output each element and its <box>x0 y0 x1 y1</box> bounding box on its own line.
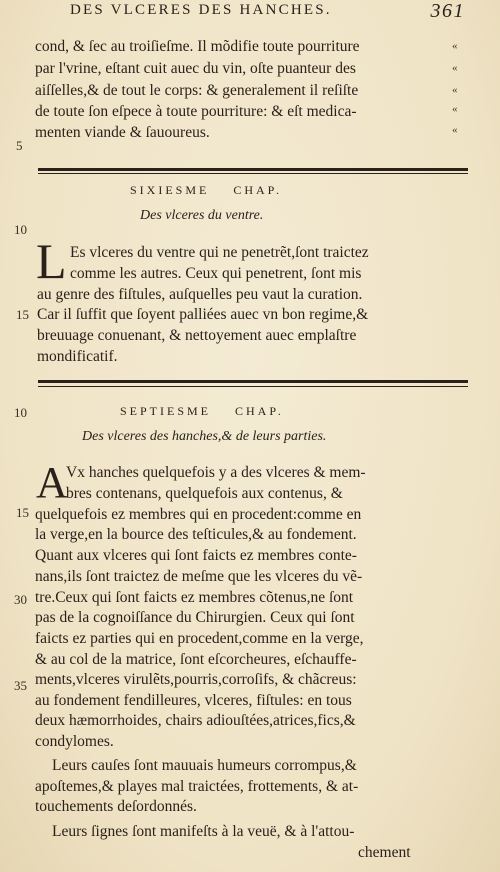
quote-mark: « <box>452 62 458 74</box>
quote-mark: « <box>452 40 458 52</box>
catchword: chement <box>358 844 411 861</box>
text-line: tre.Ceux qui ſont faicts ez membres cõtenus,ne ſont <box>35 589 354 606</box>
chapter-subtitle: Des vlceres des hanches,& de leurs parties. <box>82 429 327 444</box>
chapter-title-word: CHAP. <box>235 404 284 418</box>
text-line: touchements deſordonnés. <box>35 798 197 815</box>
quote-mark: « <box>452 124 458 136</box>
text-line: condylomes. <box>35 733 114 750</box>
text-line: Vx hanches quelquefois y a des vlceres & mem- <box>66 464 366 481</box>
text-line: nans,ils ſont traictez de meſme que les vlceres du vẽ- <box>35 568 363 585</box>
text-line: la verge,en la bource des teſticules,& au fondement. <box>35 526 357 543</box>
margin-line-number: 35 <box>14 678 27 693</box>
margin-line-number: 10 <box>14 405 27 420</box>
text-line: cond, & ſec au troiſieſme. Il mõdifie toute pourriture <box>35 38 360 55</box>
text-line: apoſtemes,& playes mal traictées, frottements, & at- <box>35 778 359 795</box>
margin-line-number: 15 <box>16 307 29 322</box>
text-line: quelquefois ez membres qui en procedent:comme en <box>35 506 362 523</box>
margin-line-number: 30 <box>14 592 27 607</box>
chapter-title-word: SEPTIESME <box>120 404 212 418</box>
section-rule-thin <box>38 173 468 174</box>
text-line: Leurs ſignes ſont manifeſts à la veuë, & à l'attou- <box>52 823 355 840</box>
text-line: Es vlceres du ventre qui ne penetrẽt,ſont traictez <box>70 244 369 261</box>
text-line: Quant aux vlceres qui ſont faicts ez membres conte- <box>35 547 357 564</box>
quote-mark: « <box>452 103 458 115</box>
text-line: breuuage conuenant, & nettoyement auec emplaſtre <box>37 327 357 344</box>
text-line: faicts ez parties qui en procedent,comme en la verge, <box>35 630 364 647</box>
text-line: bres contenans, quelquefois aux contenus, & <box>66 485 343 502</box>
chapter-title <box>120 404 284 419</box>
text-line: menten viande & ſauoureus. <box>35 124 210 141</box>
drop-cap: L <box>36 233 67 289</box>
margin-line-number: 5 <box>16 138 23 153</box>
text-line: au fondement fendilleures, vlceres, fiſtules: en tous <box>35 692 352 709</box>
running-title: DES VLCERES DES HANCHES. <box>70 2 332 18</box>
text-line: deux hæmorrhoides, chairs adiouſtées,atrices,fics,& <box>35 712 356 729</box>
page-number: 361 <box>430 0 465 22</box>
section-rule <box>38 380 468 383</box>
chapter-subtitle: Des vlceres du ventre. <box>140 208 264 223</box>
section-rule-thin <box>38 386 468 387</box>
text-line: Car il ſuffit que ſoyent palliées auec vn bon regime,& <box>37 306 369 323</box>
text-line: pas de la cognoiſſance du Chirurgien. Ceux qui ſont <box>35 609 355 626</box>
text-line: mondificatif. <box>37 348 118 365</box>
text-line: de toute ſon eſpece à toute pourriture: & eſt medica- <box>35 103 357 120</box>
text-line: & au col de la matrice, ſont eſcorcheures, eſchauffe- <box>35 651 357 668</box>
margin-line-number: 10 <box>14 222 27 237</box>
chapter-title <box>130 183 282 198</box>
text-line: ments,vlceres virulẽts,pourris,corroſifs, & chãcreus: <box>35 671 357 688</box>
running-header <box>70 0 465 22</box>
text-line: comme les autres. Ceux qui penetrent, ſont mis <box>70 265 362 282</box>
text-line: par l'vrine, eſtant cuit auec du vin, oſte puanteur des <box>35 60 356 77</box>
chapter-title-word: CHAP. <box>233 183 283 197</box>
text-line: Leurs cauſes ſont mauuais humeurs corrompus,& <box>52 757 357 774</box>
margin-line-number: 15 <box>16 505 29 520</box>
chapter-title-word: SIXIESME <box>130 183 210 197</box>
quote-mark: « <box>452 84 458 96</box>
text-line: aiſſelles,& de tout le corps: & generalement il reſiſte <box>35 82 359 99</box>
drop-cap: A <box>36 458 68 507</box>
text-line: au genre des fiſtules, auſquelles peu vaut la curation. <box>37 286 363 303</box>
section-rule <box>38 168 468 171</box>
